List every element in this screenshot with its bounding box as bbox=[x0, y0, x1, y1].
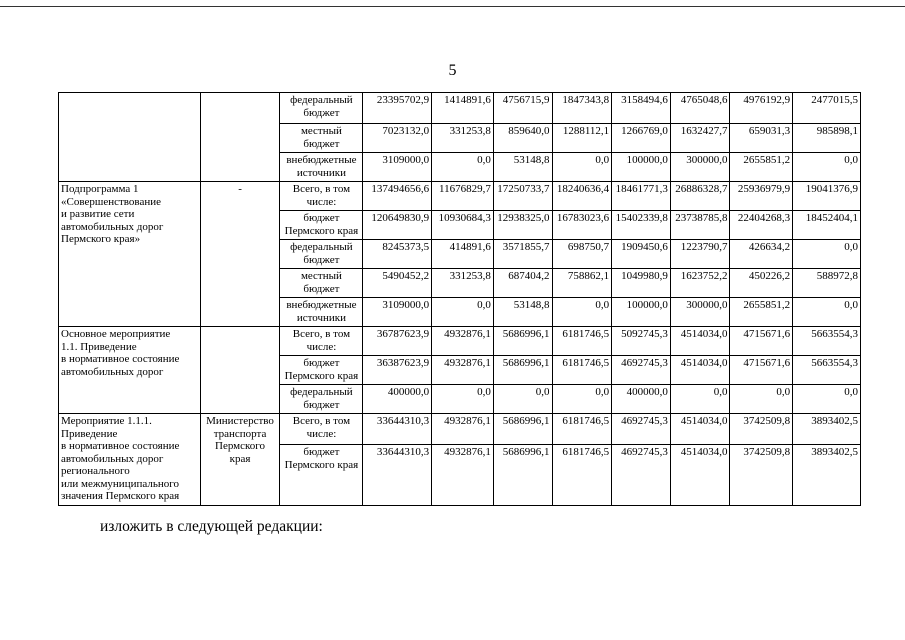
footer-text: изложить в следующей редакции: bbox=[100, 518, 323, 535]
amount-cell: 4692745,3 bbox=[612, 356, 671, 385]
amount-cell: 5663554,3 bbox=[793, 327, 861, 356]
amount-cell: 25936979,9 bbox=[730, 182, 793, 211]
amount-cell: 3109000,0 bbox=[363, 298, 432, 327]
funding-source-cell: бюджет Пермского края bbox=[280, 211, 363, 240]
amount-cell: 4756715,9 bbox=[493, 93, 552, 124]
table-row bbox=[59, 414, 861, 445]
program-name-cell: Основное мероприятие 1.1. Приведение в нормативное состояние автомобильных дорог bbox=[59, 327, 201, 414]
amount-cell: 8245373,5 bbox=[363, 240, 432, 269]
amount-cell: 4514034,0 bbox=[670, 327, 730, 356]
amount-cell: 5663554,3 bbox=[793, 356, 861, 385]
amount-cell: 4715671,6 bbox=[730, 327, 793, 356]
amount-cell: 26886328,7 bbox=[670, 182, 730, 211]
amount-cell: 4715671,6 bbox=[730, 356, 793, 385]
amount-cell: 22404268,3 bbox=[730, 211, 793, 240]
amount-cell: 3109000,0 bbox=[363, 153, 432, 182]
amount-cell: 137494656,6 bbox=[363, 182, 432, 211]
executor-cell bbox=[200, 327, 280, 414]
amount-cell: 18452404,1 bbox=[793, 211, 861, 240]
amount-cell: 36387623,9 bbox=[363, 356, 432, 385]
table-row bbox=[59, 182, 861, 211]
amount-cell: 7023132,0 bbox=[363, 124, 432, 153]
amount-cell: 17250733,7 bbox=[493, 182, 552, 211]
amount-cell: 4976192,9 bbox=[730, 93, 793, 124]
amount-cell: 53148,8 bbox=[493, 153, 552, 182]
amount-cell: 3742509,8 bbox=[730, 414, 793, 445]
amount-cell: 5490452,2 bbox=[363, 269, 432, 298]
executor-cell: - bbox=[200, 182, 280, 327]
amount-cell: 0,0 bbox=[793, 385, 861, 414]
amount-cell: 100000,0 bbox=[612, 153, 671, 182]
budget-table bbox=[58, 92, 861, 506]
amount-cell: 4692745,3 bbox=[612, 414, 671, 445]
amount-cell: 331253,8 bbox=[432, 124, 494, 153]
amount-cell: 16783023,6 bbox=[552, 211, 612, 240]
funding-source-cell: Всего, в том числе: bbox=[280, 327, 363, 356]
amount-cell: 5092745,3 bbox=[612, 327, 671, 356]
amount-cell: 12938325,0 bbox=[493, 211, 552, 240]
amount-cell: 19041376,9 bbox=[793, 182, 861, 211]
top-border-line bbox=[0, 6, 905, 7]
amount-cell: 5686996,1 bbox=[493, 327, 552, 356]
amount-cell: 414891,6 bbox=[432, 240, 494, 269]
amount-cell: 4932876,1 bbox=[432, 414, 494, 445]
amount-cell: 0,0 bbox=[432, 153, 494, 182]
amount-cell: 1623752,2 bbox=[670, 269, 730, 298]
amount-cell: 4932876,1 bbox=[432, 327, 494, 356]
amount-cell: 0,0 bbox=[793, 240, 861, 269]
amount-cell: 1414891,6 bbox=[432, 93, 494, 124]
funding-source-cell: местный бюджет bbox=[280, 124, 363, 153]
amount-cell: 6181746,5 bbox=[552, 445, 612, 506]
amount-cell: 588972,8 bbox=[793, 269, 861, 298]
amount-cell: 1288112,1 bbox=[552, 124, 612, 153]
funding-source-cell: федеральный бюджет bbox=[280, 385, 363, 414]
amount-cell: 4514034,0 bbox=[670, 356, 730, 385]
amount-cell: 11676829,7 bbox=[432, 182, 494, 211]
amount-cell: 1909450,6 bbox=[612, 240, 671, 269]
amount-cell: 18240636,4 bbox=[552, 182, 612, 211]
amount-cell: 120649830,9 bbox=[363, 211, 432, 240]
amount-cell: 3571855,7 bbox=[493, 240, 552, 269]
amount-cell: 5686996,1 bbox=[493, 414, 552, 445]
amount-cell: 1632427,7 bbox=[670, 124, 730, 153]
table-row bbox=[59, 93, 861, 124]
amount-cell: 6181746,5 bbox=[552, 356, 612, 385]
amount-cell: 1223790,7 bbox=[670, 240, 730, 269]
funding-source-cell: бюджет Пермского края bbox=[280, 356, 363, 385]
amount-cell: 400000,0 bbox=[363, 385, 432, 414]
amount-cell: 10930684,3 bbox=[432, 211, 494, 240]
amount-cell: 100000,0 bbox=[612, 298, 671, 327]
funding-source-cell: бюджет Пермского края bbox=[280, 445, 363, 506]
amount-cell: 698750,7 bbox=[552, 240, 612, 269]
executor-cell: Министерство транспорта Пермского края bbox=[200, 414, 280, 506]
executor-cell bbox=[200, 93, 280, 182]
amount-cell: 450226,2 bbox=[730, 269, 793, 298]
amount-cell: 0,0 bbox=[670, 385, 730, 414]
amount-cell: 3742509,8 bbox=[730, 445, 793, 506]
amount-cell: 300000,0 bbox=[670, 298, 730, 327]
amount-cell: 3893402,5 bbox=[793, 414, 861, 445]
amount-cell: 4514034,0 bbox=[670, 414, 730, 445]
funding-source-cell: внебюджетные источники bbox=[280, 298, 363, 327]
amount-cell: 2655851,2 bbox=[730, 298, 793, 327]
amount-cell: 687404,2 bbox=[493, 269, 552, 298]
amount-cell: 0,0 bbox=[793, 298, 861, 327]
funding-source-cell: Всего, в том числе: bbox=[280, 414, 363, 445]
funding-source-cell: федеральный бюджет bbox=[280, 240, 363, 269]
amount-cell: 300000,0 bbox=[670, 153, 730, 182]
amount-cell: 0,0 bbox=[493, 385, 552, 414]
amount-cell: 15402339,8 bbox=[612, 211, 671, 240]
amount-cell: 3158494,6 bbox=[612, 93, 671, 124]
amount-cell: 426634,2 bbox=[730, 240, 793, 269]
amount-cell: 5686996,1 bbox=[493, 356, 552, 385]
amount-cell: 859640,0 bbox=[493, 124, 552, 153]
amount-cell: 0,0 bbox=[432, 385, 494, 414]
amount-cell: 758862,1 bbox=[552, 269, 612, 298]
table-row bbox=[59, 327, 861, 356]
amount-cell: 4765048,6 bbox=[670, 93, 730, 124]
amount-cell: 6181746,5 bbox=[552, 327, 612, 356]
funding-source-cell: Всего, в том числе: bbox=[280, 182, 363, 211]
amount-cell: 400000,0 bbox=[612, 385, 671, 414]
amount-cell: 331253,8 bbox=[432, 269, 494, 298]
amount-cell: 4692745,3 bbox=[612, 445, 671, 506]
amount-cell: 0,0 bbox=[730, 385, 793, 414]
amount-cell: 2655851,2 bbox=[730, 153, 793, 182]
funding-source-cell: местный бюджет bbox=[280, 269, 363, 298]
amount-cell: 33644310,3 bbox=[363, 414, 432, 445]
amount-cell: 23395702,9 bbox=[363, 93, 432, 124]
amount-cell: 4514034,0 bbox=[670, 445, 730, 506]
amount-cell: 18461771,3 bbox=[612, 182, 671, 211]
amount-cell: 985898,1 bbox=[793, 124, 861, 153]
amount-cell: 1266769,0 bbox=[612, 124, 671, 153]
amount-cell: 0,0 bbox=[552, 385, 612, 414]
amount-cell: 53148,8 bbox=[493, 298, 552, 327]
amount-cell: 6181746,5 bbox=[552, 414, 612, 445]
funding-source-cell: федеральный бюджет bbox=[280, 93, 363, 124]
funding-source-cell: внебюджетные источники bbox=[280, 153, 363, 182]
amount-cell: 1847343,8 bbox=[552, 93, 612, 124]
amount-cell: 36787623,9 bbox=[363, 327, 432, 356]
amount-cell: 0,0 bbox=[552, 298, 612, 327]
amount-cell: 1049980,9 bbox=[612, 269, 671, 298]
amount-cell: 3893402,5 bbox=[793, 445, 861, 506]
amount-cell: 23738785,8 bbox=[670, 211, 730, 240]
amount-cell: 0,0 bbox=[793, 153, 861, 182]
amount-cell: 33644310,3 bbox=[363, 445, 432, 506]
program-name-cell bbox=[59, 93, 201, 182]
amount-cell: 5686996,1 bbox=[493, 445, 552, 506]
program-name-cell: Подпрограмма 1 «Совершенствование и развитие сети автомобильных дорог Пермского края» bbox=[59, 182, 201, 327]
amount-cell: 0,0 bbox=[552, 153, 612, 182]
amount-cell: 4932876,1 bbox=[432, 445, 494, 506]
amount-cell: 4932876,1 bbox=[432, 356, 494, 385]
amount-cell: 2477015,5 bbox=[793, 93, 861, 124]
table-body bbox=[59, 93, 861, 506]
amount-cell: 659031,3 bbox=[730, 124, 793, 153]
page-number: 5 bbox=[448, 62, 457, 79]
program-name-cell: Мероприятие 1.1.1. Приведение в нормативное состояние автомобильных дорог регионального или межмуниципального значения Пермского края bbox=[59, 414, 201, 506]
amount-cell: 0,0 bbox=[432, 298, 494, 327]
